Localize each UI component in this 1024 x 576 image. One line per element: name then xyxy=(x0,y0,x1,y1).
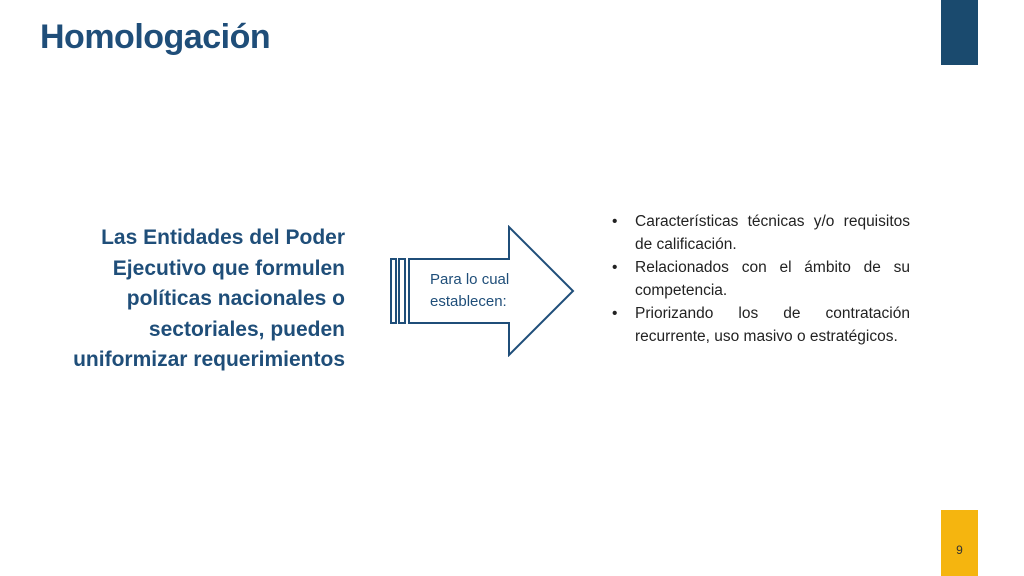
bullet-dot: • xyxy=(612,259,618,276)
bullet-text: Relacionados con el ámbito de su competencia. xyxy=(635,259,910,299)
top-accent-bar xyxy=(941,0,978,65)
bullet-list xyxy=(608,210,910,348)
bullet-dot: • xyxy=(612,213,618,230)
bullet-item xyxy=(608,256,910,302)
page-number: 9 xyxy=(956,543,963,557)
bullet-text: Características técnicas y/o requisitos de calificación. xyxy=(635,213,910,253)
bullet-item xyxy=(608,210,910,256)
bullet-text: Priorizando los de contratación recurrente, uso masivo o estratégicos. xyxy=(635,305,910,345)
arrow-stripe-2 xyxy=(399,259,405,323)
bullet-item xyxy=(608,302,910,348)
left-statement: Las Entidades del Poder Ejecutivo que formulen políticas nacionales o sectoriales, pueden uniformizar requerimientos xyxy=(73,226,345,371)
arrow-label: Para lo cual establecen: xyxy=(430,271,510,310)
arrow-stripe-1 xyxy=(391,259,396,323)
slide-title: Homologación xyxy=(40,18,271,56)
bullet-dot: • xyxy=(612,305,618,322)
